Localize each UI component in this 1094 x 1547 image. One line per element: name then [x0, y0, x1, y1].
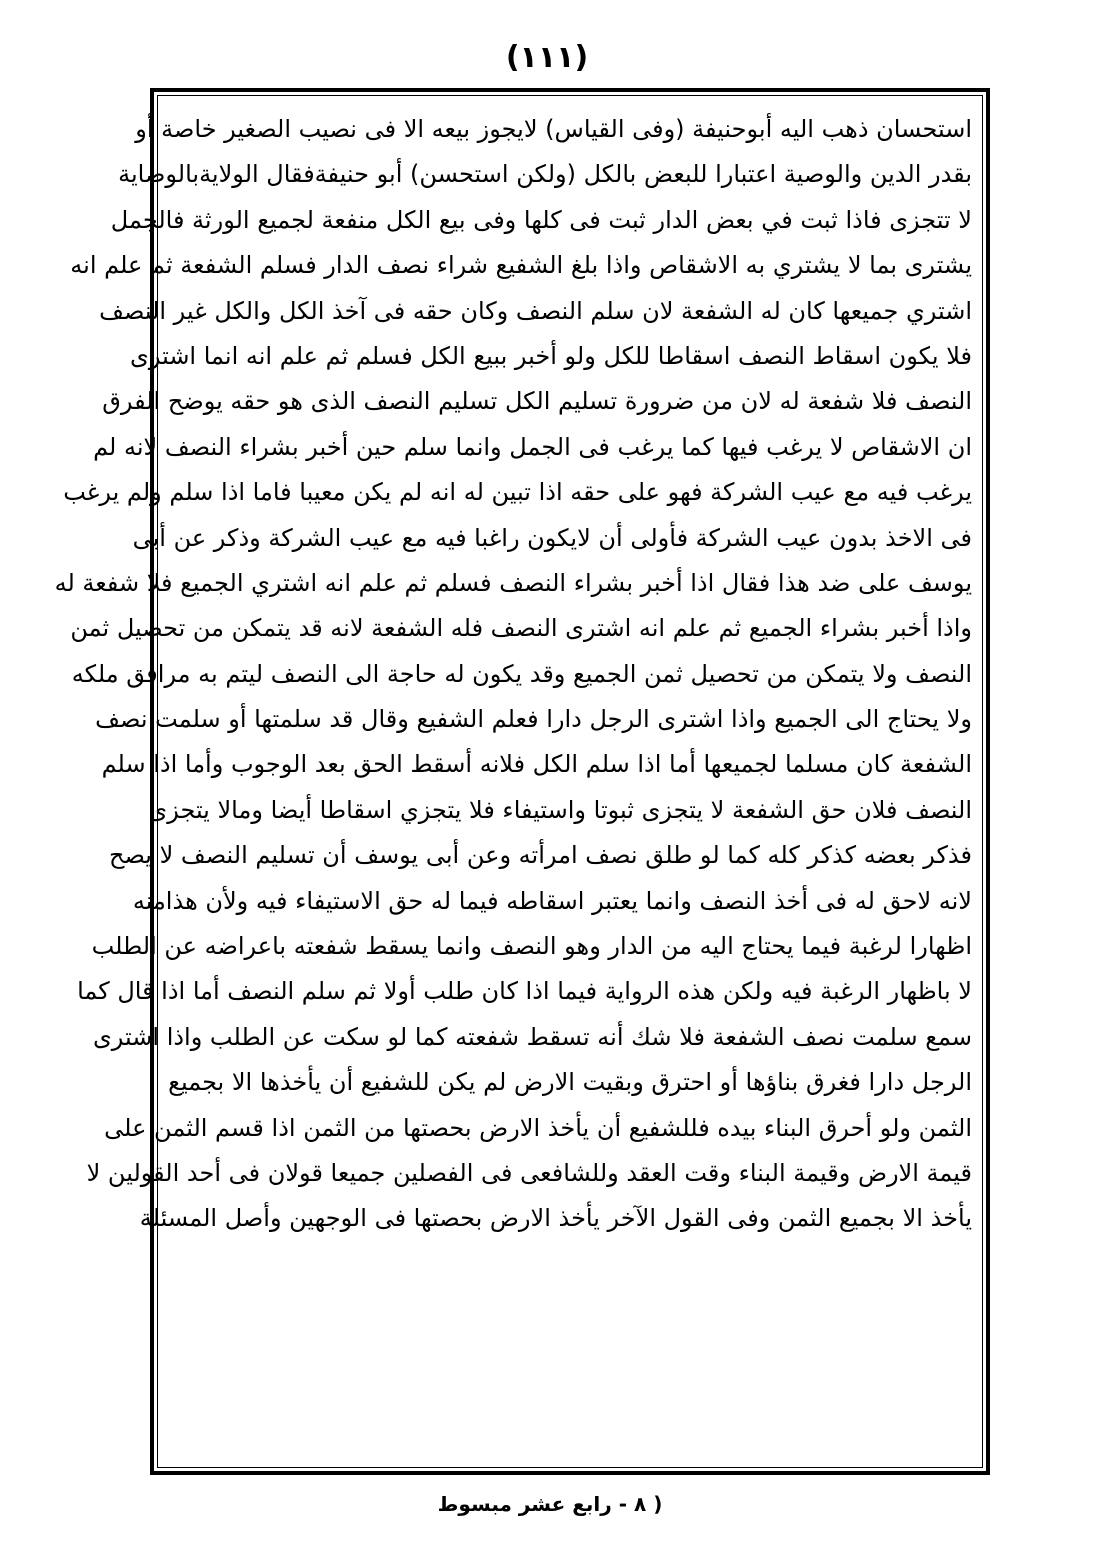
- text-line: لا باظهار الرغبة فيه ولكن هذه الرواية فيما اذا كان طلب أولا ثم سلم النصف أما اذا قال كما: [77, 977, 972, 1006]
- text-line: يشترى بما لا يشتري به الاشقاص واذا بلغ الشفيع شراء نصف الدار فسلم الشفعة ثم علم انه: [70, 251, 972, 280]
- text-line: يرغب فيه مع عيب الشركة فهو على حقه اذا تبين له انه لم يكن معيبا فاما اذا سلم ولم يرغب: [63, 478, 972, 507]
- text-line: فلا يكون اسقاط النصف اسقاطا للكل ولو أخبر ببيع الكل فسلم ثم علم انه انما اشترى: [130, 341, 972, 370]
- text-line: واذا أخبر بشراء الجميع ثم علم انه اشترى النصف فله الشفعة لانه قد يتمكن من تحصيل ثمن: [70, 614, 972, 643]
- text-line: الشفعة كان مسلما لجميعها أما اذا سلم الكل فلانه أسقط الحق بعد الوجوب وأما اذا سلم: [101, 750, 972, 779]
- text-line: النصف ولا يتمكن من تحصيل ثمن الجميع وقد يكون له حاجة الى النصف ليتم به مرافق ملكه: [71, 659, 972, 688]
- text-line: فذكر بعضه كذكر كله كما لو طلق نصف امرأته وعن أبى يوسف أن تسليم النصف لا يصح: [108, 841, 972, 870]
- text-line: اشتري جميعها كان له الشفعة لان سلم النصف وكان حقه فى آخذ الكل والكل غير النصف: [99, 296, 972, 325]
- text-line: اظهارا لرغبة فيما يحتاج اليه من الدار وهو النصف وانما يسقط شفعته باعراضه عن الطلب: [91, 932, 972, 961]
- text-line: استحسان ذهب اليه أبوحنيفة (وفى القياس) لايجوز بيعه الا فى نصيب الصغير خاصة أو: [135, 115, 972, 143]
- text-line: بقدر الدين والوصية اعتبارا للبعض بالكل (ولكن استحسن) أبو حنيفةفقال الولايةبالوصاية: [118, 160, 972, 189]
- text-line: يوسف على ضد هذا فقال اذا أخبر بشراء النصف فسلم ثم علم انه اشتري الجميع فلا شفعة له: [54, 568, 972, 597]
- text-line: النصف فلان حق الشفعة لا يتجزى ثبوتا واستيفاء فلا يتجزي اسقاطا أيضا ومالا يتجزى: [148, 795, 972, 824]
- page-number: (١١١): [505, 40, 589, 75]
- text-line: ولا يحتاج الى الجميع واذا اشترى الرجل دارا فعلم الشفيع وقال قد سلمتها أو سلمت نصف: [95, 705, 972, 734]
- text-line: ان الاشقاص لا يرغب فيها كما يرغب فى الجمل وانما سلم حين أخبر بشراء النصف لانه لم: [93, 432, 972, 461]
- footer-signature: ( ٨ - رابع عشر مبسوط: [437, 1492, 663, 1516]
- text-line: لا تتجزى فاذا ثبت في بعض الدار ثبت فى كلها وفى بيع الكل منفعة لجميع الورثة فالجمل: [110, 205, 972, 234]
- text-line: فى الاخذ بدون عيب الشركة فأولى أن لايكون راغبا فيه مع عيب الشركة وذكر عن أبى: [132, 523, 972, 552]
- text-line: لانه لاحق له فى أخذ النصف وانما يعتبر اسقاطه فيما له حق الاستيفاء فيه ولأن هذامنه: [132, 886, 972, 915]
- text-line: النصف فلا شفعة له لان من ضرورة تسليم الكل تسليم النصف الذى هو حقه يوضح الفرق: [102, 387, 972, 416]
- text-body: [54, 107, 972, 1457]
- text-line: الثمن ولو أحرق البناء بيده فللشفيع أن يأخذ الارض بحصتها من الثمن اذا قسم الثمن على: [104, 1113, 972, 1142]
- text-line: قيمة الارض وقيمة البناء وقت العقد وللشافعى فى الفصلين جميعا قولان فى أحد القولين لا: [86, 1158, 972, 1187]
- text-line: سمع سلمت نصف الشفعة فلا شك أنه تسقط شفعته كما لو سكت عن الطلب واذا اشترى: [93, 1022, 972, 1051]
- text-line: يأخذ الا بجميع الثمن وفى القول الآخر يأخذ الارض بحصتها فى الوجهين وأصل المسئلة: [139, 1204, 972, 1233]
- text-line: الرجل دارا فغرق بناؤها أو احترق وبقيت الارض لم يكن للشفيع أن يأخذها الا بجميع: [168, 1068, 972, 1097]
